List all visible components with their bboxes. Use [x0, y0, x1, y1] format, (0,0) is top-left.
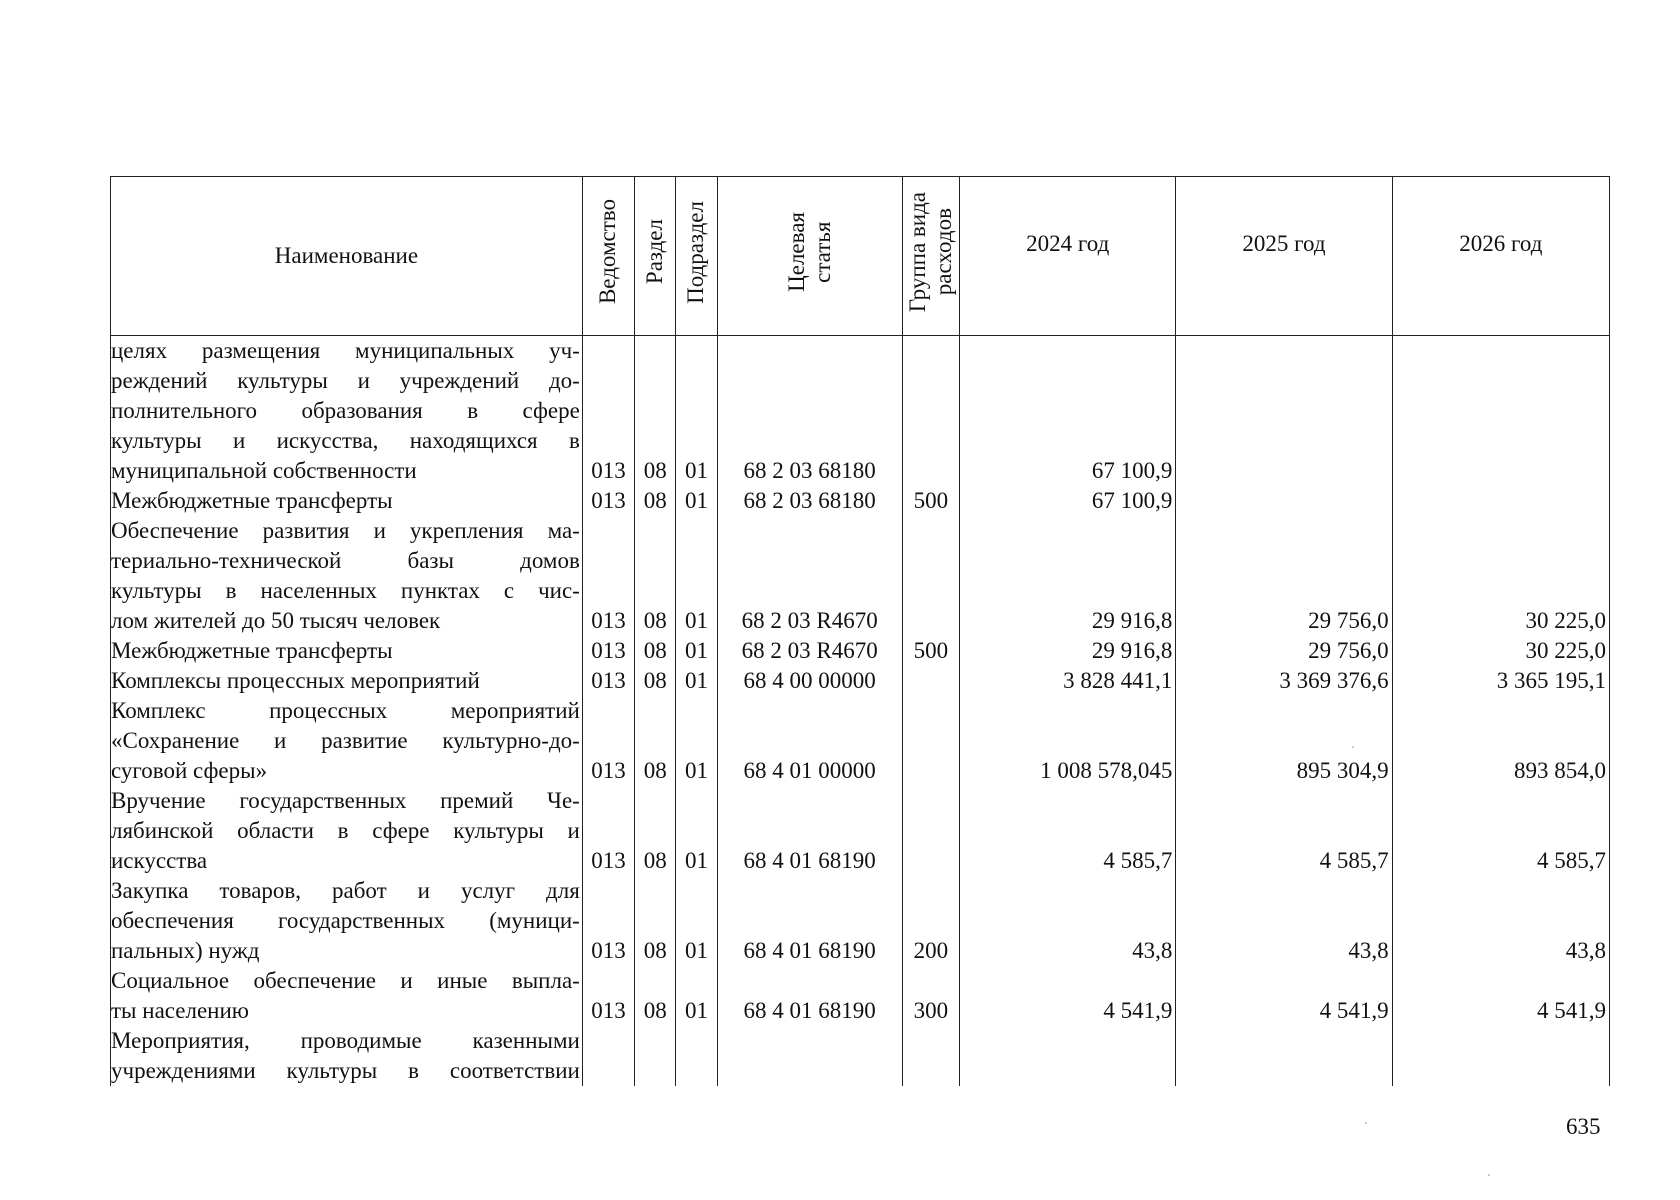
cell-name: [111, 876, 583, 966]
cell-name: [111, 696, 583, 786]
cell-2024: [960, 1026, 1176, 1086]
cell-2026: [1392, 1026, 1609, 1086]
cell-name-line: суговой сферы»: [111, 758, 268, 783]
cell-vedomstvo: 013: [582, 966, 634, 1026]
cell-vedomstvo: 013: [582, 486, 634, 516]
cell-name: [111, 1026, 583, 1086]
cell-2024: 67 100,9: [960, 336, 1176, 487]
cell-name-line: искусства: [111, 848, 208, 873]
cell-podrazdel: 01: [676, 336, 717, 487]
cell-podrazdel: 01: [676, 786, 717, 876]
cell-2026: 893 854,0: [1392, 696, 1609, 786]
cell-vedomstvo: 013: [582, 516, 634, 636]
cell-name-line: полнительного образования в сфере: [111, 398, 580, 423]
scan-speck: [1365, 1122, 1367, 1124]
cell-gruppa: 500: [902, 636, 959, 666]
cell-gruppa: 200: [902, 876, 959, 966]
header-podrazdel-label: Подраздел: [683, 200, 709, 304]
table-row: [111, 966, 1610, 1026]
cell-2026: [1392, 336, 1609, 487]
cell-celevaya-statya: 68 2 03 68180: [717, 336, 902, 487]
header-celevaya-label: Целевая статья: [783, 212, 835, 292]
cell-celevaya-statya: 68 4 01 68190: [717, 966, 902, 1026]
cell-gruppa: [902, 696, 959, 786]
header-celevaya-statya: [717, 177, 902, 336]
cell-razdel: 08: [635, 876, 676, 966]
cell-razdel: 08: [635, 486, 676, 516]
cell-name-line: целях размещения муниципальных уч-: [111, 338, 580, 363]
cell-vedomstvo: 013: [582, 696, 634, 786]
cell-name-line: лом жителей до 50 тысяч человек: [111, 608, 441, 633]
header-vedomstvo-label: Ведомство: [595, 199, 621, 305]
page-number: 635: [1566, 1114, 1601, 1139]
scan-speck: [1488, 1174, 1490, 1176]
cell-podrazdel: 01: [676, 696, 717, 786]
header-year-2026: [1392, 177, 1609, 336]
budget-table-sheet: [110, 176, 1610, 1090]
table-row: [111, 666, 1610, 696]
cell-name-line: лябинской области в сфере культуры и: [111, 818, 580, 843]
cell-name-line: культуры и искусства, находящихся в: [111, 428, 580, 453]
cell-podrazdel: 01: [676, 516, 717, 636]
cell-2025: 3 369 376,6: [1176, 666, 1392, 696]
cell-2025: 29 756,0: [1176, 636, 1392, 666]
cell-2025: 4 541,9: [1176, 966, 1392, 1026]
cell-name-line: культуры в населенных пунктах с чис-: [111, 578, 580, 603]
cell-celevaya-statya: 68 4 01 68190: [717, 876, 902, 966]
cell-2026: [1392, 486, 1609, 516]
cell-2024: 29 916,8: [960, 516, 1176, 636]
cell-gruppa: [902, 516, 959, 636]
cell-name-line: учреждениями культуры в соответствии: [111, 1058, 580, 1083]
cell-name-line: Вручение государственных премий Че-: [111, 788, 580, 813]
cell-name: [111, 666, 583, 696]
cell-vedomstvo: 013: [582, 666, 634, 696]
cell-vedomstvo: 013: [582, 636, 634, 666]
cell-razdel: 08: [635, 636, 676, 666]
scan-speck: [1352, 746, 1354, 748]
cell-2025: [1176, 336, 1392, 487]
cell-gruppa: 500: [902, 486, 959, 516]
table-body: [111, 336, 1610, 1087]
table-row: [111, 696, 1610, 786]
cell-2026: 4 585,7: [1392, 786, 1609, 876]
header-name-label: Наименование: [274, 243, 419, 268]
cell-celevaya-statya: 68 2 03 R4670: [717, 516, 902, 636]
cell-name-line: Мероприятия, проводимые казенными: [111, 1028, 580, 1053]
cell-celevaya-statya: 68 4 01 00000: [717, 696, 902, 786]
header-year-2025: [1176, 177, 1392, 336]
cell-name-line: Обеспечение развития и укрепления ма-: [111, 518, 580, 543]
cell-name-line: Межбюджетные трансферты: [111, 488, 393, 513]
cell-2024: 4 585,7: [960, 786, 1176, 876]
cell-name-line: муниципальной собственности: [111, 458, 417, 483]
cell-podrazdel: 01: [676, 966, 717, 1026]
header-razdel-label: Раздел: [642, 219, 668, 285]
cell-2026: 4 541,9: [1392, 966, 1609, 1026]
table-row: [111, 1026, 1610, 1086]
cell-2024: 43,8: [960, 876, 1176, 966]
cell-name-line: Закупка товаров, работ и услуг для: [111, 878, 580, 903]
header-2025-label: 2025 год: [1242, 231, 1326, 256]
table-row: [111, 486, 1610, 516]
header-2026-label: 2026 год: [1459, 231, 1543, 256]
cell-2024: 1 008 578,045: [960, 696, 1176, 786]
cell-razdel: 08: [635, 336, 676, 487]
header-gruppa-vida-rashodov: [902, 177, 959, 336]
cell-gruppa: 300: [902, 966, 959, 1026]
table-header: [111, 177, 1610, 336]
table-row: [111, 516, 1610, 636]
cell-2024: 3 828 441,1: [960, 666, 1176, 696]
budget-table: [110, 176, 1610, 1086]
cell-2025: 43,8: [1176, 876, 1392, 966]
table-row: [111, 786, 1610, 876]
cell-razdel: 08: [635, 786, 676, 876]
table-row: [111, 636, 1610, 666]
cell-name-line: пальных) нужд: [111, 938, 260, 963]
table-row: [111, 336, 1610, 487]
cell-2025: 895 304,9: [1176, 696, 1392, 786]
cell-2024: 67 100,9: [960, 486, 1176, 516]
cell-podrazdel: 01: [676, 486, 717, 516]
cell-celevaya-statya: 68 2 03 68180: [717, 486, 902, 516]
cell-name-line: обеспечения государственных (муници-: [111, 908, 580, 933]
cell-2026: 30 225,0: [1392, 516, 1609, 636]
cell-celevaya-statya: 68 4 01 68190: [717, 786, 902, 876]
header-gruppa-label: Группа вида расходов: [904, 191, 956, 313]
cell-podrazdel: [676, 1026, 717, 1086]
cell-name: [111, 336, 583, 487]
cell-name-line: териально-технической базы домов: [111, 548, 580, 573]
table-row: [111, 876, 1610, 966]
cell-podrazdel: 01: [676, 876, 717, 966]
cell-name: [111, 786, 583, 876]
cell-2024: 4 541,9: [960, 966, 1176, 1026]
header-2024-label: 2024 год: [1026, 231, 1110, 256]
header-podrazdel: [676, 177, 717, 336]
cell-2024: 29 916,8: [960, 636, 1176, 666]
cell-celevaya-statya: 68 2 03 R4670: [717, 636, 902, 666]
cell-vedomstvo: [582, 1026, 634, 1086]
header-name: [111, 177, 583, 336]
cell-name-line: «Сохранение и развитие культурно-до-: [111, 728, 580, 753]
cell-2026: 3 365 195,1: [1392, 666, 1609, 696]
cell-razdel: 08: [635, 696, 676, 786]
cell-celevaya-statya: [717, 1026, 902, 1086]
cell-2025: 29 756,0: [1176, 516, 1392, 636]
cell-name-line: ты населению: [111, 998, 249, 1023]
cell-name-line: Межбюджетные трансферты: [111, 638, 393, 663]
cell-2025: [1176, 1026, 1392, 1086]
cell-vedomstvo: 013: [582, 786, 634, 876]
cell-name-line: Комплекс процессных мероприятий: [111, 698, 580, 723]
cell-razdel: [635, 1026, 676, 1086]
cell-vedomstvo: 013: [582, 876, 634, 966]
cell-2025: 4 585,7: [1176, 786, 1392, 876]
cell-razdel: 08: [635, 966, 676, 1026]
header-razdel: [635, 177, 676, 336]
header-year-2024: [960, 177, 1176, 336]
cell-name: [111, 516, 583, 636]
cell-celevaya-statya: 68 4 00 00000: [717, 666, 902, 696]
cell-2026: 30 225,0: [1392, 636, 1609, 666]
cell-podrazdel: 01: [676, 666, 717, 696]
cell-name: [111, 636, 583, 666]
cell-name: [111, 966, 583, 1026]
cell-gruppa: [902, 786, 959, 876]
cell-gruppa: [902, 666, 959, 696]
cell-razdel: 08: [635, 666, 676, 696]
header-vedomstvo: [582, 177, 634, 336]
cell-2025: [1176, 486, 1392, 516]
cell-podrazdel: 01: [676, 636, 717, 666]
cell-gruppa: [902, 1026, 959, 1086]
cell-vedomstvo: 013: [582, 336, 634, 487]
cell-name-line: реждений культуры и учреждений до-: [111, 368, 580, 393]
cell-2026: 43,8: [1392, 876, 1609, 966]
cell-name: [111, 486, 583, 516]
cell-gruppa: [902, 336, 959, 487]
cell-name-line: Комплексы процессных мероприятий: [111, 668, 480, 693]
cell-name-line: Социальное обеспечение и иные выпла-: [111, 968, 580, 993]
cell-razdel: 08: [635, 516, 676, 636]
